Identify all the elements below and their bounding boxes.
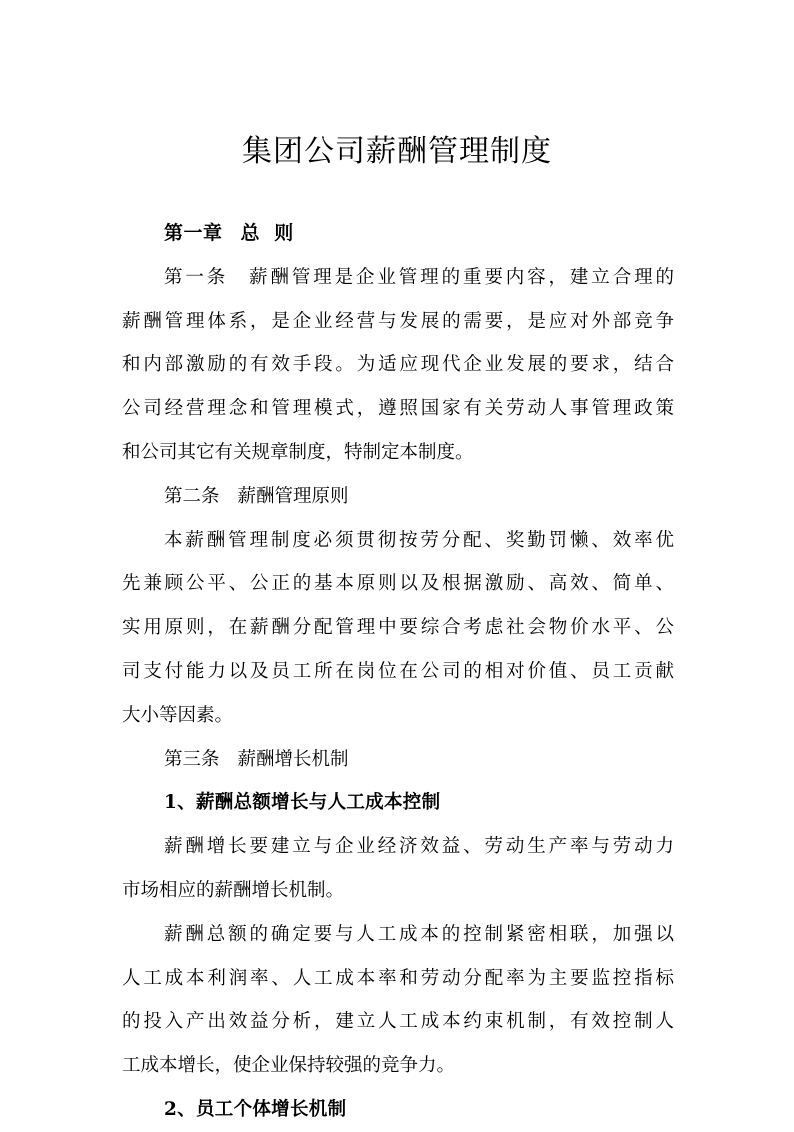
section-1-heading: 1、薪酬总额增长与人工成本控制 [164,792,441,814]
document-body [122,212,674,1132]
document-title: 集团公司薪酬管理制度 [242,134,552,169]
section-1-line: 的投入产出效益分析，建立人工成本约束机制，有效控制人 [122,1011,674,1033]
chapter-label: 第一章 [164,222,223,244]
article-2-line: 实用原则，在薪酬分配管理中要综合考虑社会物价水平、公 [122,617,674,639]
article-1-line: 薪酬管理是企业管理的重要内容，建立合理的 [246,266,674,288]
article-2-line: 本薪酬管理制度必须贯彻按劳分配、奖勤罚懒、效率优 [164,529,674,551]
article-2-label: 第二条 [164,485,220,507]
chapter-name: 总 则 [240,222,294,244]
section-1-line: 工成本增长，使企业保持较强的竞争力。 [122,1055,456,1077]
section-1-line: 人工成本利润率、人工成本率和劳动分配率为主要监控指标 [122,967,674,989]
article-1-line: 和内部激励的有效手段。为适应现代企业发展的要求，结合 [122,354,674,376]
article-2-line: 先兼顾公平、公正的基本原则以及根据激励、高效、简单、 [122,573,674,595]
section-1-line: 市场相应的薪酬增长机制。 [122,879,345,901]
article-1-line: 和公司其它有关规章制度，特制定本制度。 [122,441,474,463]
chapter-heading [122,212,674,256]
section-2-heading: 2、员工个体增长机制 [164,1098,347,1120]
article-2-title: 薪酬管理原则 [237,485,349,507]
article-3-heading [122,738,674,782]
article-1-label: 第一条 [164,266,229,288]
article-1-line: 薪酬管理体系，是企业经营与发展的需要，是应对外部竞争 [122,310,674,332]
article-3-title: 薪酬增长机制 [237,748,349,770]
article-2-line: 司支付能力以及员工所在岗位在公司的相对价值、员工贡献 [122,660,674,682]
article-3-label: 第三条 [164,748,220,770]
section-1-line: 薪酬总额的确定要与人工成本的控制紧密相联，加强以 [164,923,674,945]
article-1-first-line [122,256,674,300]
article-2-heading [122,475,674,519]
article-2-line: 大小等因素。 [122,704,234,726]
article-1-line: 公司经营理念和管理模式，遵照国家有关劳动人事管理政策 [122,398,674,420]
section-1-line: 薪酬增长要建立与企业经济效益、劳动生产率与劳动力 [164,836,674,858]
